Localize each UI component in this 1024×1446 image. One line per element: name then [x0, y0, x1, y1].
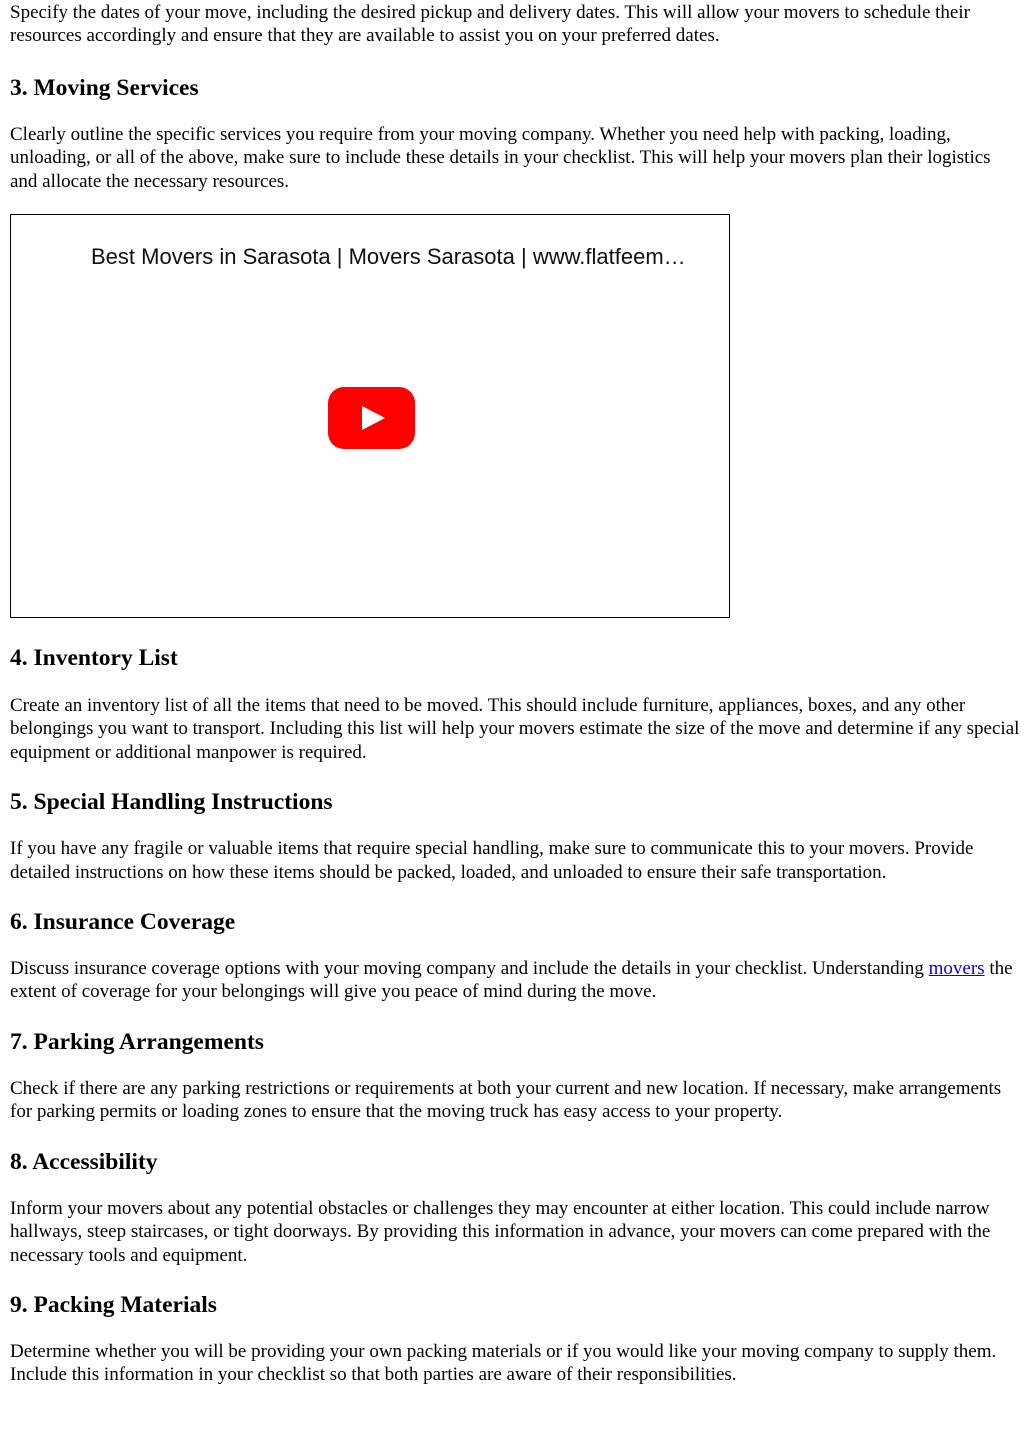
heading-accessibility: 8. Accessibility: [10, 1148, 158, 1175]
heading-insurance-coverage: 6. Insurance Coverage: [10, 909, 236, 936]
play-triangle-icon: [362, 406, 385, 430]
intro-paragraph: Specify the dates of your move, including the desired pickup and delivery dates. This will allow your movers to schedule their resources accordingly and ensure that they are available to assist you on your preferred dates.: [10, 2, 970, 47]
youtube-video-embed[interactable]: [10, 214, 730, 618]
heading-packing-materials: 9. Packing Materials: [10, 1291, 217, 1318]
heading-parking-arrangements: 7. Parking Arrangements: [10, 1028, 264, 1055]
paragraph-moving-services: Clearly outline the specific services you require from your moving company. Whether you need help with packing, loading, unloading, or all of the above, make sure to include these details in your checklist. This will help your movers plan their logistics and allocate the necessary resources.: [10, 123, 991, 192]
heading-moving-services: 3. Moving Services: [10, 74, 199, 101]
insurance-text-after: the extent of coverage for your belongings will give you peace of mind during the move.: [10, 958, 1013, 1003]
youtube-play-icon[interactable]: [328, 387, 415, 449]
insurance-text-before: Discuss insurance coverage options with your moving company and include the details in your checklist. Understanding: [10, 958, 929, 980]
paragraph-insurance-coverage: [10, 957, 1020, 1004]
paragraph-inventory-list: Create an inventory list of all the items that need to be moved. This should include furniture, appliances, boxes, and any other belongings you want to transport. Including this list will help your movers estimate the size of the move and determine if any special equipment or additional manpower is required.: [10, 695, 1020, 763]
paragraph-special-handling: If you have any fragile or valuable items that require special handling, make sure to communicate this to your movers. Provide detailed instructions on how these items should be packed, loaded, and unloaded to ensure their safe transportation.: [10, 838, 974, 883]
paragraph-parking-arrangements: Check if there are any parking restrictions or requirements at both your current and new location. If necessary, make arrangements for parking permits or loading zones to ensure that the moving truck has easy access to your property.: [10, 1077, 1002, 1123]
heading-inventory-list: 4. Inventory List: [10, 645, 178, 672]
paragraph-packing-materials: Determine whether you will be providing your own packing materials or if you would like your moving company to supply them. Include this information in your checklist so that both parties are aware of their responsibilities.: [10, 1340, 997, 1386]
paragraph-accessibility: Inform your movers about any potential obstacles or challenges they may encounter at either location. This could include narrow hallways, steep staircases, or tight doorways. By providing this information in advance, your movers can come prepared with the necessary tools and equipment.: [10, 1197, 991, 1266]
movers-link[interactable]: movers: [928, 958, 985, 980]
heading-special-handling: 5. Special Handling Instructions: [10, 789, 333, 816]
video-title[interactable]: Best Movers in Sarasota | Movers Sarasota | www.flatfeem…: [91, 244, 686, 270]
